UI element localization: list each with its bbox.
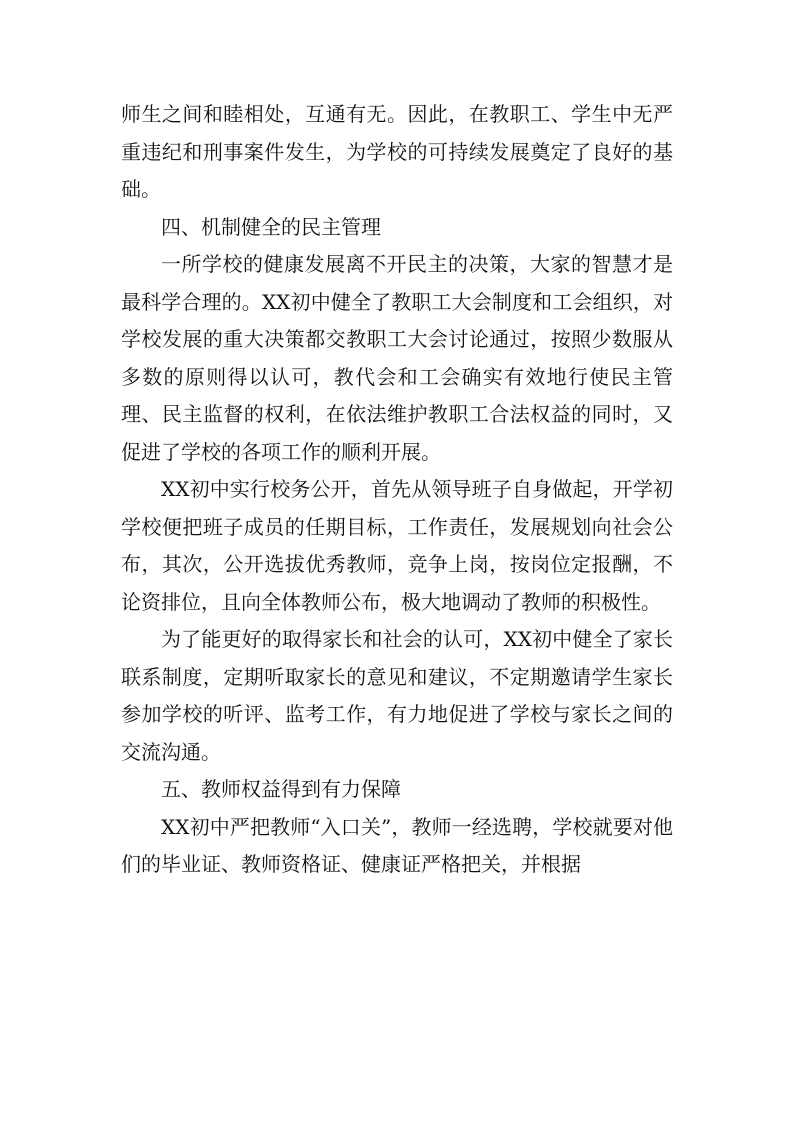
paragraph-teacher-entry: XX初中严把教师“入口关”，教师一经选聘，学校就要对他们的毕业证、教师资格证、健康证严格把关，并根据 <box>121 814 673 876</box>
paragraph-school-affairs: XX初中实行校务公开，首先从领导班子自身做起，开学初学校便把班子成员的任期目标，工作责任，发展规划向社会公布，其次，公开选拔优秀教师，竞争上岗，按岗位定报酬，不论资排位，且向全体教师公布，极大地调动了教师的积极性。 <box>121 477 673 614</box>
paragraph-parent-contact: 为了能更好的取得家长和社会的认可，XX初中健全了家长联系制度，定期听取家长的意见和建议，不定期邀请学生家长参加学校的听评、监考工作，有力地促进了学校与家长之间的交流沟通。 <box>121 627 673 764</box>
paragraph-continuation: 师生之间和睦相处，互通有无。因此，在教职工、学生中无严重违纪和刑事案件发生，为学校的可持续发展奠定了良好的基础。 <box>121 102 673 201</box>
section-heading-five: 五、教师权益得到有力保障 <box>161 777 401 801</box>
section-heading-four: 四、机制健全的民主管理 <box>161 214 381 239</box>
paragraph-democratic-decision: 一所学校的健康发展离不开民主的决策，大家的智慧才是最科学合理的。XX初中健全了教职工大会制度和工会组织，对学校发展的重大决策都交教职工大会讨论通过，按照少数服从多数的原则得以认可，教代会和工会确实有效地行使民主管理、民主监督的权利，在依法维护教职工合法权益的同时，又促进了学校的各项工作的顺利开展。 <box>121 252 673 464</box>
document-body <box>121 96 673 884</box>
